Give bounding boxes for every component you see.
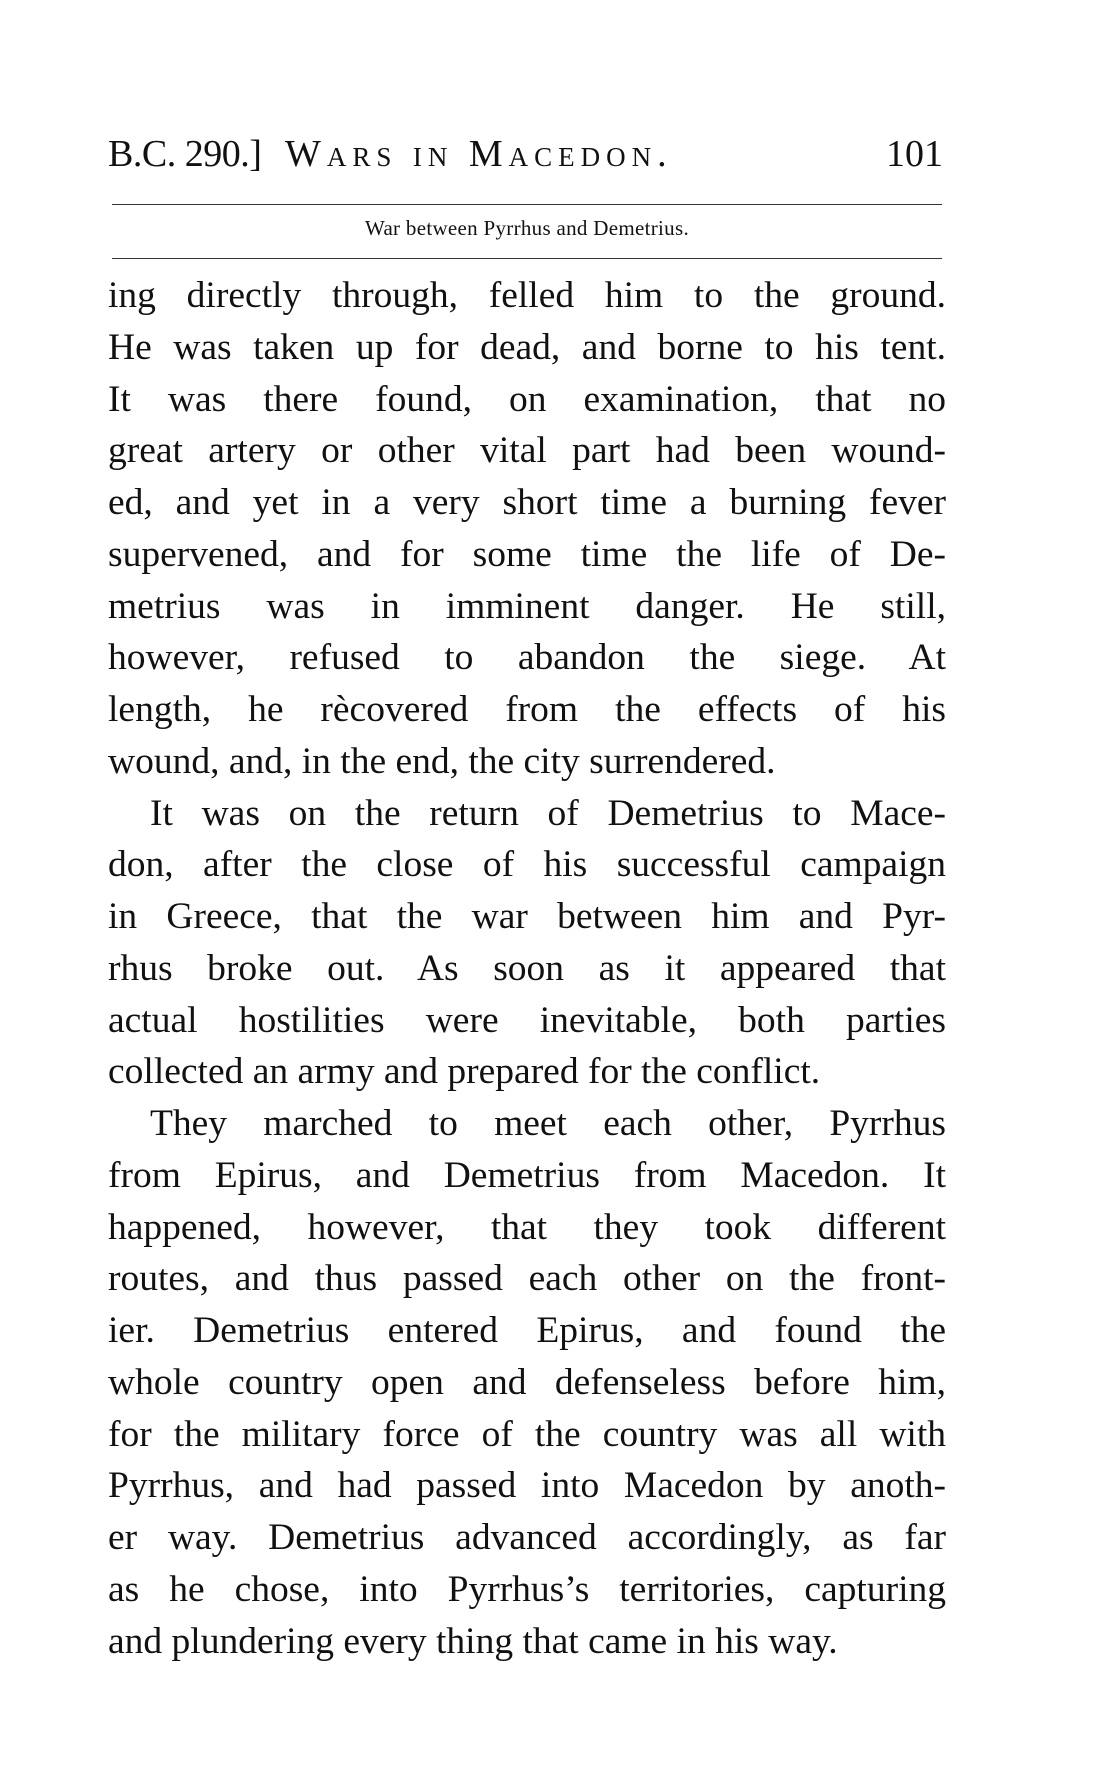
text-line: ed, and yet in a very short time a burning fever	[108, 482, 946, 523]
text-line: It was on the return of Demetrius to Mace-	[150, 792, 946, 834]
header-rule-top	[112, 204, 942, 205]
running-head	[108, 132, 943, 192]
text-line: length, he rècovered from the effects of his	[108, 689, 946, 730]
text-line: in Greece, that the war between him and Pyr-	[108, 896, 946, 937]
text-line: happened, however, that they took different	[108, 1206, 946, 1248]
text-line: from Epirus, and Demetrius from Macedon. It	[108, 1154, 946, 1196]
body-text	[108, 270, 946, 1667]
section-subheading: War between Pyrrhus and Demetrius.	[365, 216, 689, 240]
text-line: however, refused to abandon the siege. At	[108, 637, 946, 679]
text-line: ier. Demetrius entered Epirus, and found the	[108, 1310, 946, 1351]
text-line: collected an army and prepared for the conflict.	[108, 1051, 821, 1093]
text-line: whole country open and defenseless before him,	[108, 1361, 946, 1403]
text-line: He was taken up for dead, and borne to his tent.	[108, 326, 946, 368]
text-line: rhus broke out. As soon as it appeared that	[108, 947, 946, 989]
text-line: for the military force of the country was all with	[108, 1413, 946, 1455]
text-line: as he chose, into Pyrrhus’s territories, capturing	[108, 1568, 946, 1610]
text-line: er way. Demetrius advanced accordingly, as far	[108, 1517, 946, 1558]
text-line: They marched to meet each other, Pyrrhus	[150, 1103, 946, 1144]
text-line: supervened, and for some time the life of De-	[108, 533, 946, 575]
text-line: ing directly through, felled him to the ground.	[108, 275, 946, 316]
text-line: actual hostilities were inevitable, both parties	[108, 999, 946, 1041]
text-line: It was there found, on examination, that no	[108, 378, 946, 420]
running-head-date: B.C. 290.]	[108, 133, 262, 175]
text-line: great artery or other vital part had been wound-	[108, 430, 946, 472]
text-line: metrius was in imminent danger. He still,	[108, 585, 946, 627]
text-line: Pyrrhus, and had passed into Macedon by anoth-	[108, 1465, 946, 1507]
text-line: routes, and thus passed each other on the front-	[108, 1258, 946, 1300]
running-head-title: Wars in Macedon.	[285, 133, 673, 175]
header-rule-bottom	[112, 258, 942, 259]
text-line: and plundering every thing that came in his way.	[108, 1620, 838, 1662]
text-line: wound, and, in the end, the city surrendered.	[108, 740, 776, 782]
page-number: 101	[886, 133, 943, 175]
text-line: don, after the close of his successful campaign	[108, 844, 946, 886]
